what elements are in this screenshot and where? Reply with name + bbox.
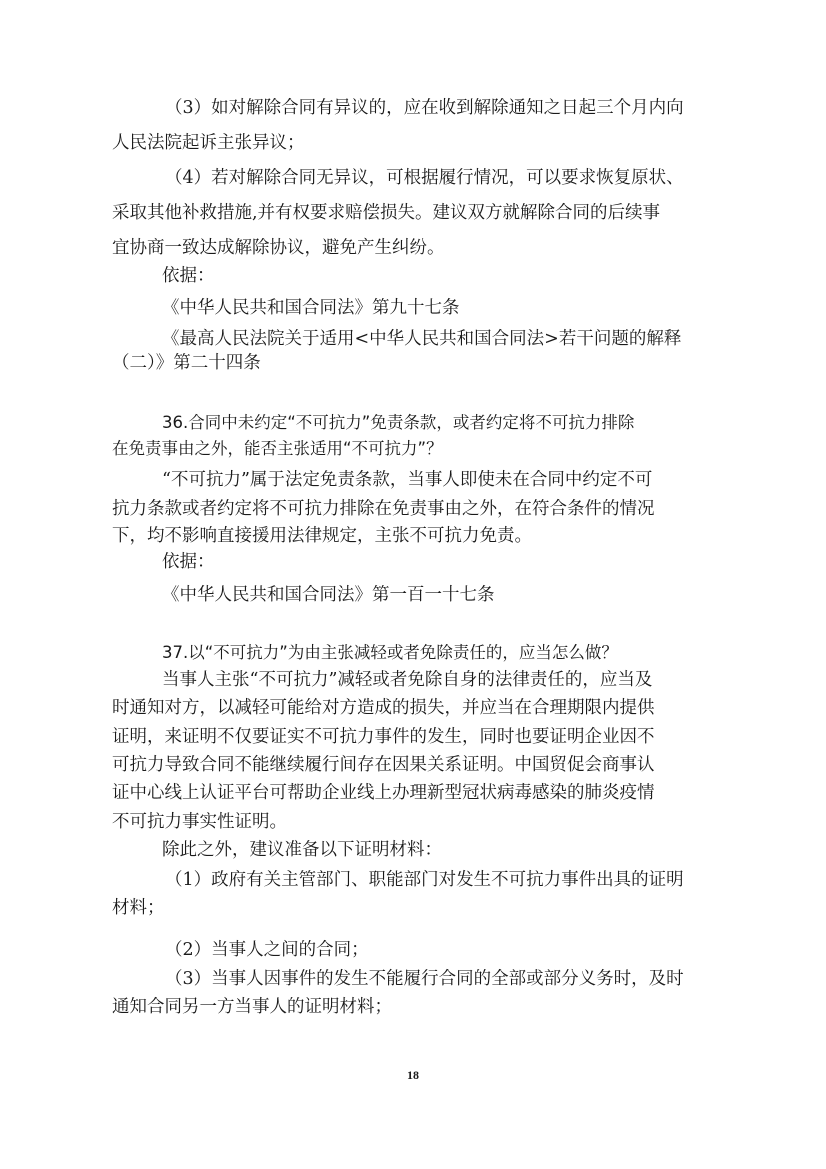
law-citation: 《中华人民共和国合同法》第九十七条 (162, 298, 460, 318)
paragraph-line: 不可抗力事实性证明。 (112, 812, 287, 832)
paragraph-line: 下，均不影响直接援用法律规定，主张不可抗力免责。 (112, 526, 532, 546)
question-heading: 36.合同中未约定“不可抗力”免责条款，或者约定将不可抗力排除 (162, 413, 635, 432)
paragraph-line: 可抗力导致合同不能继续履行间存在因果关系证明。中国贸促会商事认 (112, 755, 655, 775)
basis-label: 依据： (162, 266, 215, 286)
paragraph-line: “不可抗力”属于法定免责条款，当事人即使未在合同中约定不可 (162, 470, 653, 490)
paragraph-line: 除此之外，建议准备以下证明材料： (162, 840, 442, 860)
list-item: 材料； (112, 898, 165, 918)
paragraph-line: 人民法院起诉主张异议； (112, 133, 305, 153)
question-heading: 在免责事由之外，能否主张适用“不可抗力”？ (112, 439, 443, 458)
paragraph-line: 当事人主张“不可抗力”减轻或者免除自身的法律责任的，应当及 (162, 670, 653, 690)
law-citation: 《最高人民法院关于适用<中华人民共和国合同法>若干问题的解释 (162, 329, 682, 349)
law-citation: 《中华人民共和国合同法》第一百一十七条 (162, 585, 495, 605)
paragraph-line: 采取其他补救措施,并有权要求赔偿损失。建议双方就解除合同的后续事 (112, 203, 661, 223)
paragraph-line: 抗力条款或者约定将不可抗力排除在免责事由之外，在符合条件的情况 (112, 499, 655, 519)
list-item: （1）政府有关主管部门、职能部门对发生不可抗力事件出具的证明 (165, 870, 684, 890)
page-number: 18 (407, 1068, 419, 1082)
paragraph-line: 宜协商一致达成解除协议，避免产生纠纷。 (112, 238, 445, 258)
list-item: 通知合同另一方当事人的证明材料； (112, 997, 392, 1017)
paragraph-line: 证中心线上认证平台可帮助企业线上办理新型冠状病毒感染的肺炎疫情 (112, 783, 655, 803)
paragraph-line: 证明，来证明不仅要证实不可抗力事件的发生，同时也要证明企业因不 (112, 727, 655, 747)
paragraph-line: （3）如对解除合同有异议的，应在收到解除通知之日起三个月内向 (165, 98, 684, 118)
question-heading: 37.以“不可抗力”为由主张减轻或者免除责任的，应当怎么做？ (162, 643, 618, 662)
basis-label: 依据： (162, 552, 215, 572)
list-item: （3）当事人因事件的发生不能履行合同的全部或部分义务时，及时 (165, 969, 684, 989)
list-item: （2）当事人之间的合同； (165, 940, 369, 960)
paragraph-line: 时通知对方，以减轻可能给对方造成的损失，并应当在合理期限内提供 (112, 698, 655, 718)
law-citation: （二）》第二十四条 (112, 353, 261, 373)
paragraph-line: （4）若对解除合同无异议，可根据履行情况，可以要求恢复原状、 (165, 168, 684, 188)
